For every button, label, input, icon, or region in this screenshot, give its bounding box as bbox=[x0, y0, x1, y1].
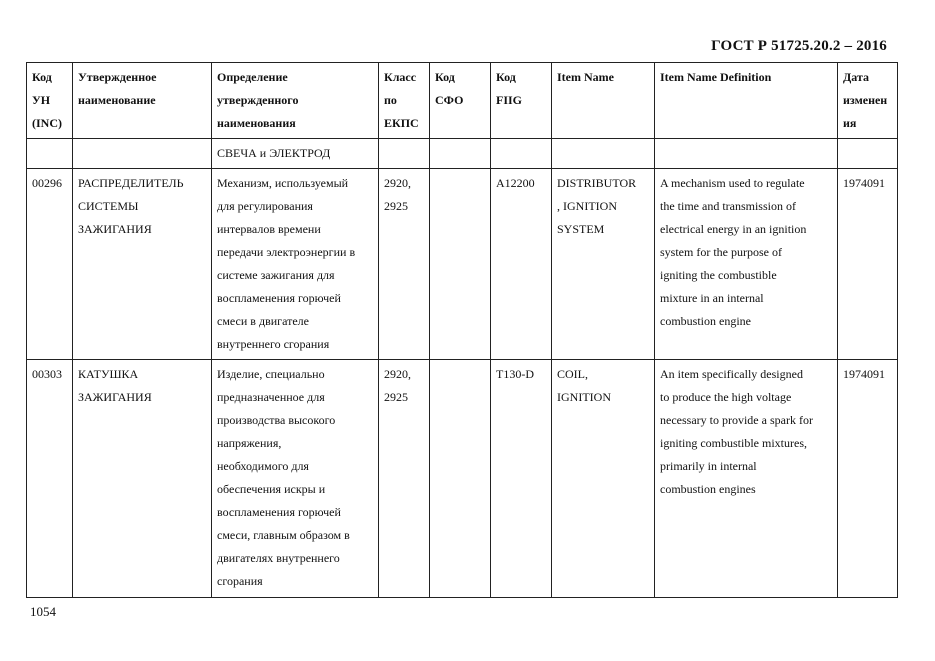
table-cell-ekps-class: 2920, 2925 bbox=[379, 169, 430, 360]
table-cell-change-date: 1974091 bbox=[838, 169, 898, 360]
table-cell-sfo-code bbox=[430, 169, 491, 360]
col-header-sfo-code: Код СФО bbox=[430, 63, 491, 139]
table-cell-fiig-code: T130-D bbox=[491, 360, 552, 598]
table-cell bbox=[430, 139, 491, 169]
table-cell bbox=[73, 139, 212, 169]
col-header-change-date: Дата изменен ия bbox=[838, 63, 898, 139]
col-header-item-name-definition: Item Name Definition bbox=[655, 63, 838, 139]
table-cell-item-name: DISTRIBUTOR , IGNITION SYSTEM bbox=[552, 169, 655, 360]
table-cell-item-definition: A mechanism used to regulate the time and transmission of electrical energy in an ignition system for the purpose of igniting the combustible mixture in an internal combustion engine bbox=[655, 169, 838, 360]
col-header-fiig-code: Код FIIG bbox=[491, 63, 552, 139]
table-cell-inc-code: 00296 bbox=[27, 169, 73, 360]
col-header-inc-code: Код УН (INC) bbox=[27, 63, 73, 139]
document-header: ГОСТ Р 51725.20.2 – 2016 bbox=[711, 38, 887, 54]
table-cell-item-name: COIL, IGNITION bbox=[552, 360, 655, 598]
table-cell bbox=[552, 139, 655, 169]
table-cell-fiig-code: A12200 bbox=[491, 169, 552, 360]
table-cell-definition: Механизм, используемый для регулирования интервалов времени передачи электроэнергии в системе зажигания для воспламенения горючей смеси в двигателе внутреннего сгорания bbox=[212, 169, 379, 360]
col-header-ekps-class: Класс по ЕКПС bbox=[379, 63, 430, 139]
table-cell-item-definition: An item specifically designed to produce the high voltage necessary to provide a spark for igniting combustible mixtures, primarily in internal combustion engines bbox=[655, 360, 838, 598]
page-number: 1054 bbox=[30, 604, 56, 619]
col-header-name-definition-ru: Определение утвержденного наименования bbox=[212, 63, 379, 139]
table-cell-approved-name: КАТУШКА ЗАЖИГАНИЯ bbox=[73, 360, 212, 598]
table-cell bbox=[379, 139, 430, 169]
nomenclature-table bbox=[26, 62, 898, 598]
col-header-approved-name: Утвержденное наименование bbox=[73, 63, 212, 139]
table-cell-change-date: 1974091 bbox=[838, 360, 898, 598]
table-cell-definition: СВЕЧА и ЭЛЕКТРОД bbox=[212, 139, 379, 169]
table-cell-definition: Изделие, специально предназначенное для производства высокого напряжения, необходимого для обеспечения искры и воспламенения горючей смеси, главным образом в двигателях внутреннего сгорания bbox=[212, 360, 379, 598]
table-cell-sfo-code bbox=[430, 360, 491, 598]
table-cell bbox=[655, 139, 838, 169]
col-header-item-name: Item Name bbox=[552, 63, 655, 139]
table-cell bbox=[27, 139, 73, 169]
header-row bbox=[27, 63, 898, 139]
table-cell bbox=[491, 139, 552, 169]
table-cell-ekps-class: 2920, 2925 bbox=[379, 360, 430, 598]
table-row bbox=[27, 360, 898, 598]
table-cell-inc-code: 00303 bbox=[27, 360, 73, 598]
table-row bbox=[27, 169, 898, 360]
table-cell bbox=[838, 139, 898, 169]
table-row-continuation bbox=[27, 139, 898, 169]
table-cell-approved-name: РАСПРЕДЕЛИТЕЛЬ СИСТЕМЫ ЗАЖИГАНИЯ bbox=[73, 169, 212, 360]
